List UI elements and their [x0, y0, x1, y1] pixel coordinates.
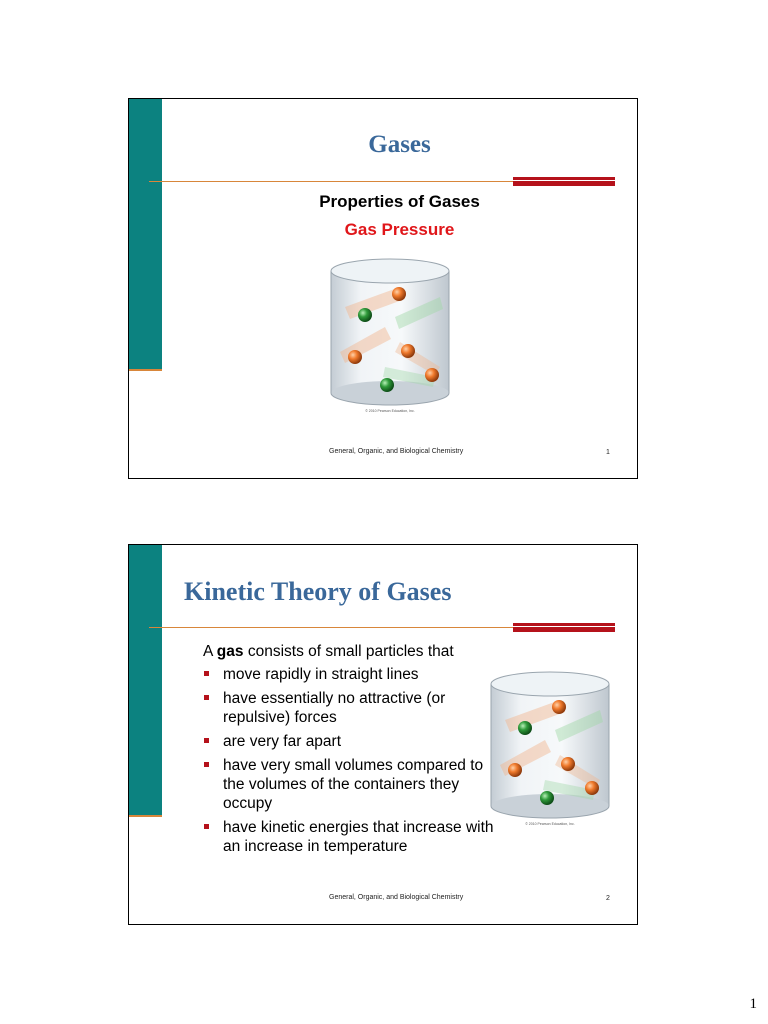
bullet-item: have kinetic energies that increase with an increase in temperature	[203, 818, 503, 856]
teal-side-bar	[129, 545, 162, 817]
slide-subtitle-highlight: Gas Pressure	[344, 220, 455, 239]
document-page-number: 1	[749, 996, 757, 1012]
slide-title: Kinetic Theory of Gases	[184, 577, 452, 606]
slide-title: Gases	[368, 131, 431, 158]
title-rule-line	[149, 181, 513, 182]
gas-container-image	[485, 665, 615, 835]
slide-page-number: 2	[606, 895, 610, 902]
teal-side-bar	[129, 99, 162, 371]
bullet-list	[203, 665, 503, 856]
intro-bold-term: gas	[216, 643, 244, 660]
gas-container-image	[325, 257, 455, 417]
bullet-item: have essentially no attractive (or repulsive) forces	[203, 689, 503, 727]
bullet-item: have very small volumes compared to the volumes of the containers they occupy	[203, 756, 503, 813]
intro-prefix: A	[203, 643, 217, 660]
title-rule-line	[149, 627, 513, 628]
intro-line	[203, 642, 503, 661]
bullet-list-block	[203, 642, 503, 861]
intro-suffix: consists of small particles that	[243, 643, 454, 660]
image-copyright: © 2010 Pearson Education, Inc.	[525, 822, 575, 826]
slide-1	[128, 98, 638, 479]
slide-subtitle: Properties of Gases	[319, 192, 480, 211]
bullet-item: are very far apart	[203, 732, 503, 751]
title-rule-block	[513, 623, 615, 632]
bullet-item: move rapidly in straight lines	[203, 665, 503, 684]
slide-2	[128, 544, 638, 925]
slide-page-number: 1	[606, 449, 610, 456]
image-copyright: © 2010 Pearson Education, Inc.	[365, 409, 415, 413]
slide-footer: General, Organic, and Biological Chemistry	[329, 448, 464, 455]
title-rule-block	[513, 177, 615, 186]
slide-footer: General, Organic, and Biological Chemistry	[329, 894, 464, 901]
